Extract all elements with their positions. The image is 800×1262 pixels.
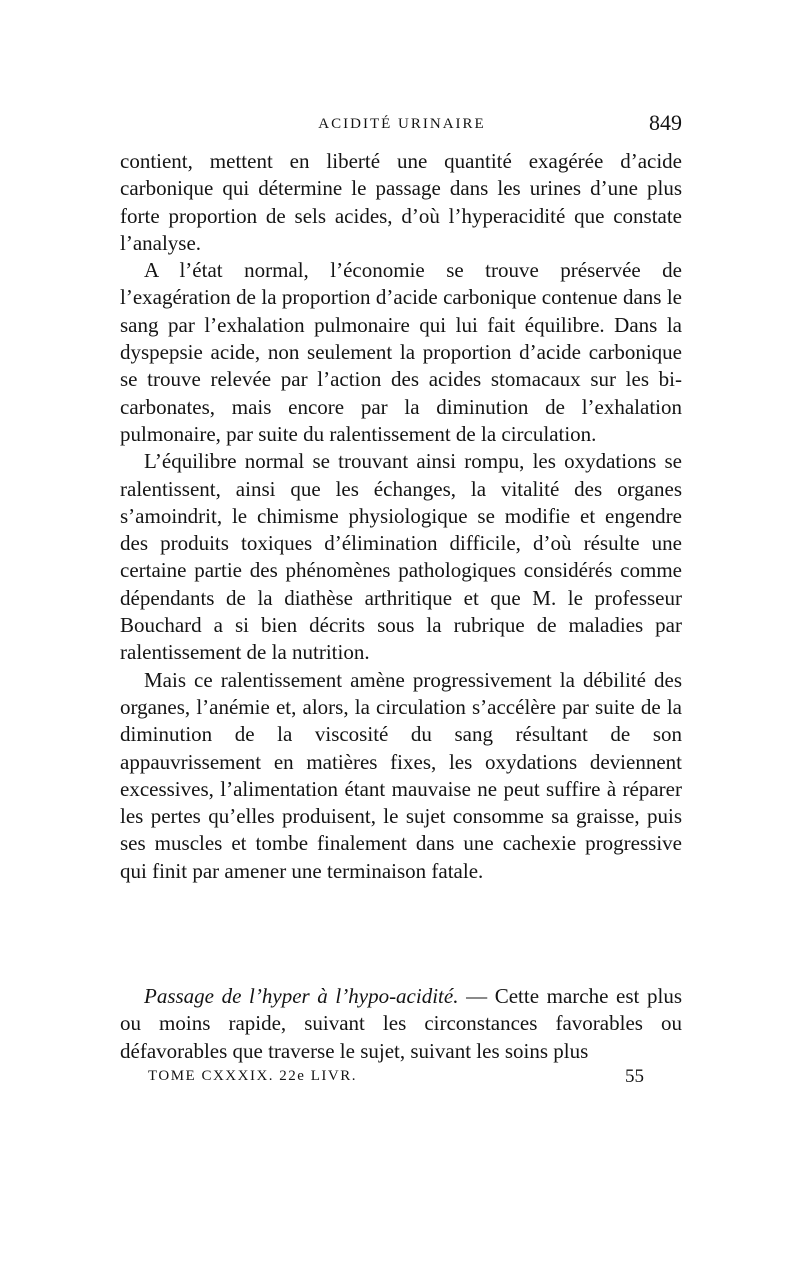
section-title: Passage de l’hyper à l’hypo-acidité. [144, 984, 459, 1008]
running-title: ACIDITÉ URINAIRE [318, 116, 486, 132]
page-header [122, 112, 682, 142]
section-passage [120, 983, 682, 1065]
paragraph-3: L’équilibre normal se trouvant ainsi rompu, les oxydations se ralentissent, ainsi que les échanges, la vitalité des organes s’amoindrit, le chimisme physiologique se modifie et engendre des produits toxiques d’élimination difficile, d’où résulte une certaine partie des phénomènes pathologiques considérés comme dépendants de la diathèse arthritique et que M. le professeur Bouchard a si bien décrits sous la rubrique de maladies par ralentissement de la nutrition. [120, 449, 682, 665]
section-paragraph [120, 983, 682, 1065]
signature-mark: TOME CXXXIX. 22e LIVR. [148, 1068, 357, 1084]
signature-number: 55 [625, 1066, 644, 1087]
section-text: Cette marche est plus ou moins rapide, suivant les circonstances favorables ou défavorables que traverse le sujet, suivant les soins plus [120, 984, 682, 1063]
page-footer [148, 1066, 644, 1090]
paragraph-1: contient, mettent en liberté une quantité exagérée d’acide carbonique qui détermine le passage dans les urines d’une plus forte proportion de sels acides, d’où l’hyperacidité que constate l’analyse. [120, 149, 682, 255]
paragraph-2: A l’état normal, l’économie se trouve préservée de l’exagération de la proportion d’acide carbonique contenue dans le sang par l’exhalation pulmonaire qui lui fait équilibre. Dans la dyspepsie acide, non seulement la proportion d’acide carbonique se trouve relevée par l’action des acides stomacaux sur les bi-carbonates, mais encore par la diminution de l’exhalation pulmonaire, par suite du ralentissement de la circulation. [120, 258, 682, 446]
paragraph-4: Mais ce ralentissement amène progressivement la débilité des organes, l’anémie et, alors, la circulation s’accélère par suite de la diminution de la viscosité du sang résultant de son appauvrissement en matières fixes, les oxydations deviennent excessives, l’alimentation étant mauvaise ne peut suffire à réparer les pertes qu’elles produisent, le sujet consomme sa graisse, puis ses muscles et tombe finalement dans une cachexie progressive qui finit par amener une terminaison fatale. [120, 667, 682, 883]
page-number: 849 [649, 110, 682, 135]
section-dash: — [458, 984, 495, 1008]
body-text [120, 148, 682, 885]
